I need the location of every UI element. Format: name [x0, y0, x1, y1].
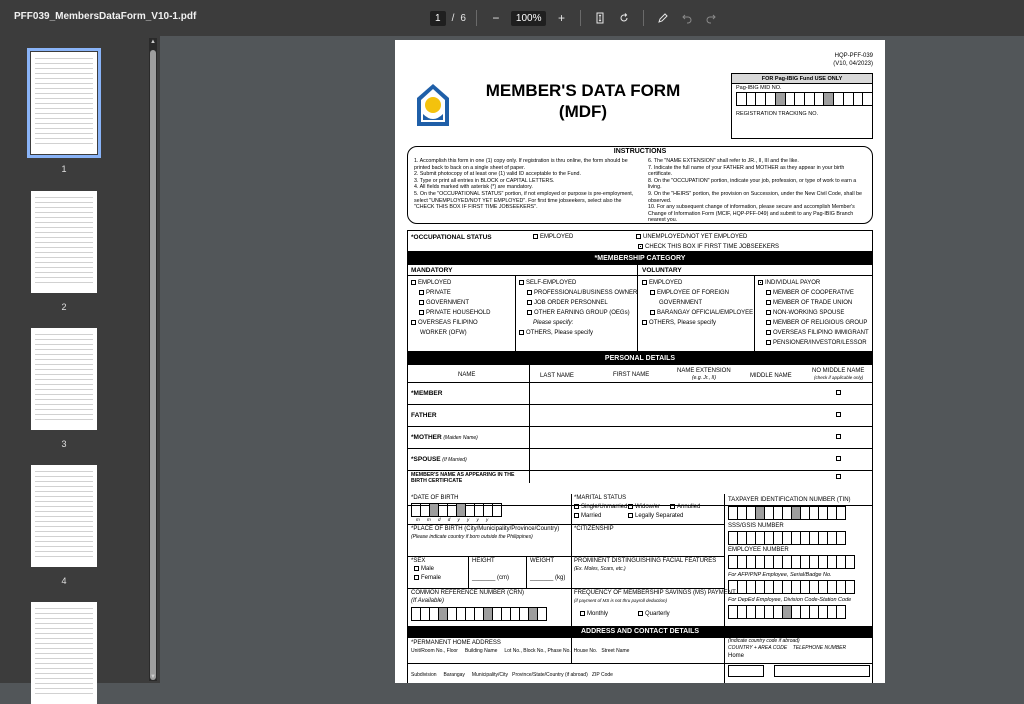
instructions-box: [407, 146, 873, 224]
rotate-button[interactable]: [615, 9, 633, 27]
marital-widow[interactable]: Widow/er: [628, 504, 660, 510]
crn-note: (If Available): [411, 598, 445, 604]
no-middle-checkbox[interactable]: [836, 456, 843, 462]
ms-frequency-label: FREQUENCY OF MEMBERSHIP SAVINGS (MS) PAYMENT: [574, 590, 736, 596]
employed-option[interactable]: [533, 234, 573, 240]
instruction-item: 1. Accomplish this form in one (1) copy only. If registration is thru online, the form should be printed back to back on a single sheet of paper.: [414, 158, 628, 171]
thumbnail-sidebar: [0, 36, 160, 683]
no-middle-checkbox[interactable]: [836, 390, 843, 396]
ms-frequency-note: (if payment of MS is not thru payroll deduction): [574, 598, 668, 603]
instruction-item: 6. The "NAME EXTENSION" shall refer to JR., II, III and the like.: [648, 158, 799, 164]
form-title: [473, 80, 693, 122]
instruction-item: 4. All fields marked with asterisk (*) are mandatory.: [414, 184, 533, 191]
instruction-item: 9. On the "HEIRS" portion, the provision on Succession, under the New Civil Code, shall be observed.: [648, 190, 862, 204]
mandatory-col2: [519, 278, 637, 338]
annotate-button[interactable]: [654, 9, 672, 27]
crn-label: COMMON REFERENCE NUMBER (CRN): [411, 590, 524, 596]
marital-single[interactable]: Single/Unmarried: [574, 504, 627, 510]
toolbar-divider: [476, 10, 477, 26]
unemployed-option[interactable]: [636, 234, 747, 240]
home-phone-label: Home: [728, 653, 745, 659]
ms-monthly[interactable]: Monthly: [580, 611, 608, 617]
option-item[interactable]: PRIVATE HOUSEHOLD: [411, 308, 490, 318]
row-birth-cert-name: MEMBER'S NAME AS APPEARING IN THE BIRTH CERTIFICATE: [411, 472, 515, 484]
pagibig-logo: [415, 82, 451, 128]
form-code-text: HQP-PFF-039: [834, 53, 873, 59]
divider: [408, 448, 872, 449]
divider: [408, 524, 724, 525]
employee-no-boxes[interactable]: [728, 555, 854, 569]
page-thumbnail-4[interactable]: [31, 465, 97, 567]
home-area-code-field[interactable]: [728, 665, 764, 677]
thumbnail-label: 3: [61, 439, 67, 449]
divider: [724, 494, 725, 664]
instruction-item: 10. For any subsequent change of information, please secure and accomplish Member's Change of Information Form (MCIF, HQP-PFF-049) and submit to any Pag-IBIG Branch nearest you.: [648, 204, 855, 224]
marital-annulled[interactable]: Annulled: [670, 504, 700, 510]
occupational-status-label: *OCCUPATIONAL STATUS: [411, 234, 492, 241]
option-item[interactable]: MEMBER OF COOPERATIVE: [758, 288, 869, 298]
row-spouse: *SPOUSE (If Married): [411, 456, 467, 463]
option-item[interactable]: OTHERS, Please specify: [642, 318, 753, 328]
divider: [408, 470, 872, 471]
tracking-label: REGISTRATION TRACKING NO.: [736, 111, 818, 117]
option-item[interactable]: BARANGAY OFFICIAL/EMPLOYEE: [642, 308, 753, 318]
thumbnail-label: 1: [61, 164, 67, 174]
marital-separated[interactable]: Legally Separated: [628, 513, 683, 519]
phone-columns: COUNTRY + AREA CODE TELEPHONE NUMBER: [728, 645, 847, 651]
document-title: PFF039_MembersDataForm_V10-1.pdf: [14, 11, 197, 22]
page-thumbnail-5[interactable]: [31, 602, 97, 704]
mandatory-label: MANDATORY: [411, 267, 453, 274]
page-thumbnail-2[interactable]: [31, 191, 97, 293]
toolbar-divider: [580, 10, 581, 26]
row-mother: *MOTHER (Maiden Name): [411, 434, 478, 441]
divider: [515, 275, 516, 352]
option-item[interactable]: INDIVIDUAL PAYOR: [758, 278, 869, 288]
instruction-item: 2. Submit photocopy of at least one (1) valid ID acceptable to the Fund.: [414, 171, 581, 178]
divider: [408, 426, 872, 427]
page-thumbnail-1[interactable]: [31, 52, 97, 154]
personal-header: PERSONAL DETAILS: [408, 353, 872, 365]
form-code: [833, 52, 873, 68]
option-item[interactable]: JOB ORDER PERSONNEL: [519, 298, 637, 308]
form-title-line1: MEMBER'S DATA FORM: [485, 81, 681, 100]
personal-details-section: [407, 352, 873, 506]
thumbnail-preview: [35, 608, 93, 698]
facial-note: (Ex. Moles, Scars, etc.): [574, 566, 626, 572]
no-middle-checkbox[interactable]: [836, 434, 843, 440]
scroll-up-arrow-icon[interactable]: ▲: [150, 39, 156, 45]
option-item[interactable]: MEMBER OF RELIGIOUS GROUP: [758, 318, 869, 328]
weight-field[interactable]: _______ (kg): [530, 575, 566, 581]
col-middle-name: MIDDLE NAME: [750, 373, 792, 379]
redo-icon: [705, 12, 717, 24]
employee-no-label: EMPLOYEE NUMBER: [728, 547, 789, 553]
form-version: (V10, 04/2023): [833, 61, 873, 67]
no-middle-checkbox[interactable]: [836, 412, 843, 418]
first-time-label: CHECK THIS BOX IF FIRST TIME JOBSEEKERS: [645, 244, 780, 251]
page-separator: /: [451, 12, 455, 24]
fund-use-box: [731, 73, 873, 139]
option-item[interactable]: EMPLOYED: [411, 278, 490, 288]
current-page-input[interactable]: 1: [430, 11, 446, 26]
tin-boxes[interactable]: [728, 506, 845, 520]
divider: [724, 664, 725, 683]
total-pages: 6: [460, 12, 466, 24]
sex-label: *SEX: [411, 558, 426, 564]
instruction-item: 5. On the "OCCUPATIONAL STATUS" portion, if not employed or purpose is pre-employment, select "UNEMPLOYED/NOT YET EMPLOYED". For first time jobseekers, select also the "CHECK THIS BOX IF FIRST TIME JOBSEEKERS".: [414, 190, 634, 211]
option-item-cont: WORKER (OFW): [420, 330, 467, 336]
voluntary-col1: [642, 278, 753, 328]
tin-label: TAXPAYER IDENTIFICATION NUMBER (TIN): [728, 497, 851, 503]
pen-icon: [657, 12, 669, 24]
col-ext-example: (e.g. Jr., II): [692, 375, 716, 381]
zoom-in-button[interactable]: +: [557, 11, 565, 25]
redo-button[interactable]: [702, 9, 720, 27]
address-header: ADDRESS AND CONTACT DETAILS: [408, 626, 872, 638]
crn-boxes[interactable]: [411, 607, 546, 621]
divider: [571, 494, 572, 664]
col-no-middle-note: (check if applicable only): [814, 375, 864, 380]
col-last-name: LAST NAME: [540, 373, 574, 379]
thumbnail-preview: [35, 334, 93, 424]
instructions-title: INSTRUCTIONS: [613, 148, 667, 155]
toolbar-controls: [430, 8, 720, 28]
thumbnail-preview: [35, 471, 93, 561]
instructions-right: [648, 158, 868, 224]
checkbox[interactable]: [636, 234, 641, 239]
page-thumbnail-3[interactable]: [31, 328, 97, 430]
afp-boxes[interactable]: [728, 580, 854, 594]
facial-label: PROMINENT DISTINGUISHING FACIAL FEATURES: [574, 558, 717, 564]
instruction-item: 7. Indicate the full name of your FATHER and MOTHER as they appear in your birth certificate.: [648, 164, 845, 178]
home-phone-field[interactable]: [774, 665, 870, 677]
pob-note: (Please indicate country if born outside the Philippines): [411, 534, 533, 540]
unemployed-label: UNEMPLOYED/NOT YET EMPLOYED: [643, 234, 748, 241]
row-member: *MEMBER: [411, 390, 443, 397]
pdf-toolbar: [0, 0, 1024, 36]
instruction-item: 8. On the "OCCUPATION" portion, indicate your job, profession, or type of work to earn a living.: [648, 177, 857, 191]
thumbnail-label: 2: [61, 302, 67, 312]
option-item[interactable]: OTHER EARNING GROUP (OEGs): [519, 308, 637, 318]
dob-boxes[interactable]: [411, 503, 501, 517]
option-item[interactable]: EMPLOYED: [642, 278, 753, 288]
divider: [468, 556, 469, 588]
weight-label: WEIGHT: [530, 558, 554, 564]
col-first-name: FIRST NAME: [613, 372, 650, 378]
option-item[interactable]: PROFESSIONAL/BUSINESS OWNER: [519, 288, 637, 298]
fit-page-button[interactable]: [591, 9, 609, 27]
address-fields-row2: Subdivision Barangay Municipality/City Province/State/Country (if abroad) ZIP Code: [411, 672, 613, 678]
pob-label: *PLACE OF BIRTH (City/Municipality/Province/Country): [411, 526, 560, 532]
sss-label: SSS/GSIS NUMBER: [728, 523, 784, 529]
divider: [408, 588, 724, 589]
instruction-item: 3. Type or print all entries in BLOCK or CAPITAL LETTERS.: [414, 177, 555, 184]
checkbox[interactable]: [638, 244, 643, 249]
mid-number-boxes[interactable]: [736, 92, 872, 106]
ms-quarterly[interactable]: Quarterly: [638, 611, 670, 617]
divider: [408, 382, 872, 383]
membership-section: [407, 252, 873, 352]
fit-page-icon: [594, 12, 606, 24]
sex-male[interactable]: Male: [414, 566, 434, 572]
option-item[interactable]: OVERSEAS FILIPINO: [411, 318, 490, 328]
thumbnail-label: 4: [61, 576, 67, 586]
row-father: FATHER: [411, 412, 437, 419]
deped-label: For DepEd Employee, Division Code-Station Code: [728, 597, 852, 603]
divider: [526, 556, 527, 588]
mid-label: Pag-IBIG MID NO.: [736, 85, 782, 91]
height-field[interactable]: _______ (cm): [472, 575, 510, 581]
option-item-cont: GOVERNMENT: [659, 300, 703, 306]
undo-icon: [681, 12, 693, 24]
address-continued: [407, 664, 873, 683]
option-item[interactable]: OTHERS, Please specify: [519, 328, 637, 338]
fund-use-header: FOR Pag-IBIG Fund USE ONLY: [732, 74, 872, 84]
rotate-icon: [618, 12, 630, 24]
option-item[interactable]: OVERSEAS FILIPINO IMMIGRANT: [758, 328, 869, 338]
divider: [408, 275, 872, 276]
form-title-line2: (MDF): [558, 102, 608, 121]
option-item[interactable]: GOVERNMENT: [411, 298, 490, 308]
personal-details-lower: [407, 494, 873, 664]
house-logo-icon: [415, 82, 451, 128]
pdf-page: [395, 40, 885, 683]
option-item[interactable]: SELF-EMPLOYED: [519, 278, 637, 288]
voluntary-col2: [758, 278, 869, 348]
zoom-out-button[interactable]: −: [492, 11, 500, 25]
phone-note: (Indicate country code if abroad): [728, 638, 800, 644]
address-fields-row1: Unit/Room No., Floor Building Name Lot No., Block No., Phase No. House No. Street Name: [411, 648, 630, 654]
col-no-middle-name: NO MIDDLE NAME: [812, 368, 865, 374]
sidebar-scrollbar[interactable]: [149, 38, 157, 681]
specify-label: Please specify:: [533, 320, 574, 326]
dob-format: m m d d y y y y: [416, 517, 492, 522]
checkbox[interactable]: [533, 234, 538, 239]
instructions-left: [414, 158, 634, 211]
membership-header: *MEMBERSHIP CATEGORY: [408, 253, 872, 265]
option-item[interactable]: NON-WORKING SPOUSE: [758, 308, 869, 318]
zoom-level-input[interactable]: 100%: [511, 11, 547, 26]
option-item[interactable]: EMPLOYEE OF FOREIGN: [642, 288, 753, 298]
sss-boxes[interactable]: [728, 531, 845, 545]
permanent-address-label: *PERMANENT HOME ADDRESS: [411, 640, 501, 646]
marital-label: *MARITAL STATUS: [574, 495, 627, 501]
height-label: HEIGHT: [472, 558, 495, 564]
document-viewer: [160, 36, 1024, 683]
thumbnail-preview: [35, 197, 93, 287]
scroll-down-arrow-icon[interactable]: ▼: [150, 674, 156, 680]
option-item[interactable]: MEMBER OF TRADE UNION: [758, 298, 869, 308]
occupational-status-section: [407, 230, 873, 252]
col-name-extension: NAME EXTENSION: [677, 368, 731, 374]
employed-label: EMPLOYED: [540, 234, 574, 241]
deped-boxes[interactable]: [728, 605, 845, 619]
divider: [408, 556, 724, 557]
mandatory-col1: [411, 278, 490, 338]
divider: [408, 404, 872, 405]
no-middle-checkbox[interactable]: [836, 474, 843, 480]
undo-button[interactable]: [678, 9, 696, 27]
citizenship-label: *CITIZENSHIP: [574, 526, 614, 532]
scrollbar-thumb[interactable]: [150, 50, 156, 680]
toolbar-divider: [643, 10, 644, 26]
thumbnail-preview: [35, 58, 93, 148]
option-item[interactable]: PRIVATE: [411, 288, 490, 298]
option-item[interactable]: PENSIONER/INVESTOR/LESSOR: [758, 338, 869, 348]
marital-married[interactable]: Married: [574, 513, 601, 519]
col-name: NAME: [458, 372, 476, 378]
afp-label: For AFP/PNP Employee, Serial/Badge No.: [728, 572, 832, 578]
dob-label: *DATE OF BIRTH: [411, 495, 459, 501]
voluntary-label: VOLUNTARY: [642, 267, 682, 274]
first-time-option[interactable]: [638, 244, 779, 250]
divider: [754, 275, 755, 352]
sex-female[interactable]: Female: [414, 575, 441, 581]
